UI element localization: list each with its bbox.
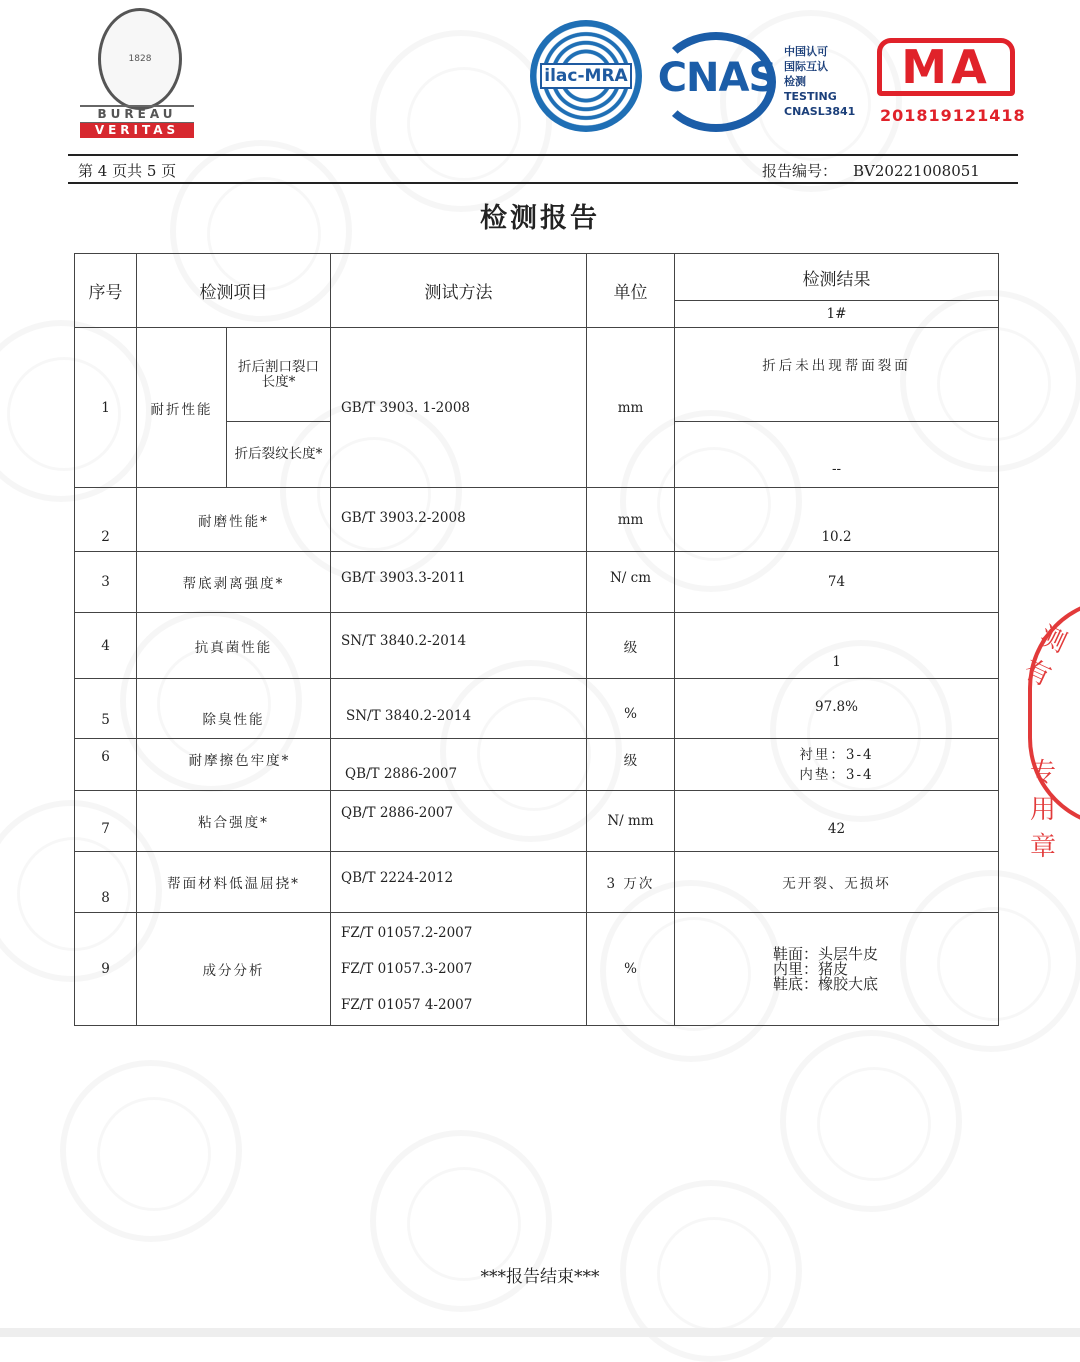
row-subitem: 折后裂纹长度*	[227, 422, 331, 488]
row-method: QB/T 2224-2012	[331, 852, 587, 913]
row-result: 10.2	[675, 488, 999, 552]
watermark-seal	[370, 30, 552, 212]
page-title: 检测报告	[480, 203, 600, 234]
row-unit: 级	[587, 613, 675, 679]
bv-seal-year: 1828	[128, 54, 152, 64]
row-no: 4	[75, 613, 137, 679]
row-no: 5	[75, 679, 137, 739]
report-number	[762, 160, 980, 181]
cnas-side-line: 国际互认	[784, 60, 828, 73]
row-method: GB/T 3903.3-2011	[331, 552, 587, 613]
row-no: 1	[75, 328, 137, 488]
header-result: 检测结果	[675, 254, 999, 301]
row-result: 1	[675, 613, 999, 679]
row-no: 9	[75, 913, 137, 1026]
stamp-text: 测有	[1019, 620, 1071, 693]
watermark-seal	[60, 1060, 242, 1242]
row-result: 42	[675, 791, 999, 852]
bv-seal-icon	[98, 8, 182, 110]
row-result-line: 内垫：3-4	[799, 766, 874, 783]
table-row	[75, 488, 999, 552]
row-subitem: 折后割口裂口长度*	[227, 328, 331, 422]
row-item: 帮底剥离强度*	[137, 552, 331, 613]
cnas-side-line: CNASL3841	[784, 105, 856, 118]
row-item: 抗真菌性能	[137, 613, 331, 679]
row-unit: mm	[587, 328, 675, 488]
ilac-mra-label: ilac-MRA	[540, 63, 631, 89]
row-unit: mm	[587, 488, 675, 552]
header-rule-top	[68, 154, 1018, 156]
table-row	[75, 739, 999, 791]
row-unit: N/ cm	[587, 552, 675, 613]
row-item: 帮面材料低温屈挠*	[137, 852, 331, 913]
row-method: SN/T 3840.2-2014	[331, 613, 587, 679]
header-no: 序号	[75, 254, 137, 328]
row-result-line: 衬里：3-4	[799, 746, 874, 763]
cnas-side-text	[784, 44, 855, 119]
bv-logo-line2: VERITAS	[80, 123, 194, 138]
row-method: GB/T 3903.2-2008	[331, 488, 587, 552]
row-item: 耐折性能	[137, 328, 227, 488]
row-method-line: FZ/T 01057.3-2007	[341, 961, 473, 977]
page-info: 第 4 页共 5 页	[78, 162, 177, 180]
bottom-band	[0, 1328, 1080, 1337]
row-no: 6	[75, 739, 137, 791]
table-row	[75, 791, 999, 852]
header-item: 检测项目	[137, 254, 331, 328]
row-result-line: 鞋底：橡胶大底	[773, 974, 879, 993]
header-rule-bottom	[68, 182, 1018, 184]
cnas-side-line: 中国认可	[784, 45, 828, 58]
cma-logo: MA	[877, 38, 1015, 96]
row-unit: 级	[587, 739, 675, 791]
table-row	[75, 913, 999, 1026]
row-item: 成分分析	[137, 913, 331, 1026]
row-method: SN/T 3840.2-2014	[331, 679, 587, 739]
bureau-veritas-logo	[76, 8, 198, 140]
row-result	[675, 913, 999, 1026]
cma-number: 201819121418	[880, 106, 1026, 125]
row-result: 无开裂、无损坏	[675, 852, 999, 913]
watermark-seal	[780, 1030, 962, 1212]
row-item: 耐摩擦色牢度*	[137, 739, 331, 791]
row-result: 74	[675, 552, 999, 613]
header-sample: 1#	[675, 301, 999, 328]
row-method: QB/T 2886-2007	[331, 791, 587, 852]
cnas-side-line: TESTING	[784, 90, 837, 103]
cnas-logo: CNAS	[657, 55, 777, 101]
results-table	[74, 253, 999, 1026]
row-result-line: 内里：猪皮	[773, 959, 849, 978]
row-method: GB/T 3903. 1-2008	[331, 328, 587, 488]
ilac-mra-logo	[530, 20, 642, 132]
row-unit: %	[587, 913, 675, 1026]
row-method	[331, 913, 587, 1026]
table-row	[75, 679, 999, 739]
row-no: 8	[75, 852, 137, 913]
row-result-line: 鞋面：头层牛皮	[773, 944, 879, 963]
row-unit: 3 万次	[587, 852, 675, 913]
row-item: 粘合强度*	[137, 791, 331, 852]
report-number-value: BV20221008051	[853, 162, 980, 180]
row-method-line: FZ/T 01057 4-2007	[341, 997, 473, 1013]
report-number-label: 报告编号：	[762, 162, 838, 180]
row-no: 3	[75, 552, 137, 613]
table-row	[75, 852, 999, 913]
report-end-marker: ***报告结束***	[480, 1267, 600, 1287]
row-result: 97.8%	[675, 679, 999, 739]
row-unit: %	[587, 679, 675, 739]
table-header-row	[75, 254, 999, 301]
row-result: 折后未出现帮面裂面	[675, 328, 999, 422]
row-item: 耐磨性能*	[137, 488, 331, 552]
row-method: QB/T 2886-2007	[331, 739, 587, 791]
table-row	[75, 328, 999, 422]
row-no: 7	[75, 791, 137, 852]
cnas-side-line: 检测	[784, 75, 806, 88]
bv-logo-line1: BUREAU	[80, 105, 194, 124]
header-unit: 单位	[587, 254, 675, 328]
row-result	[675, 739, 999, 791]
row-result: --	[675, 422, 999, 488]
header-method: 测试方法	[331, 254, 587, 328]
row-no: 2	[75, 488, 137, 552]
table-row	[75, 552, 999, 613]
table-row	[75, 613, 999, 679]
row-unit: N/ mm	[587, 791, 675, 852]
row-method-line: FZ/T 01057.2-2007	[341, 925, 473, 941]
row-item: 除臭性能	[137, 679, 331, 739]
stamp-text: 专用章	[1030, 758, 1057, 862]
